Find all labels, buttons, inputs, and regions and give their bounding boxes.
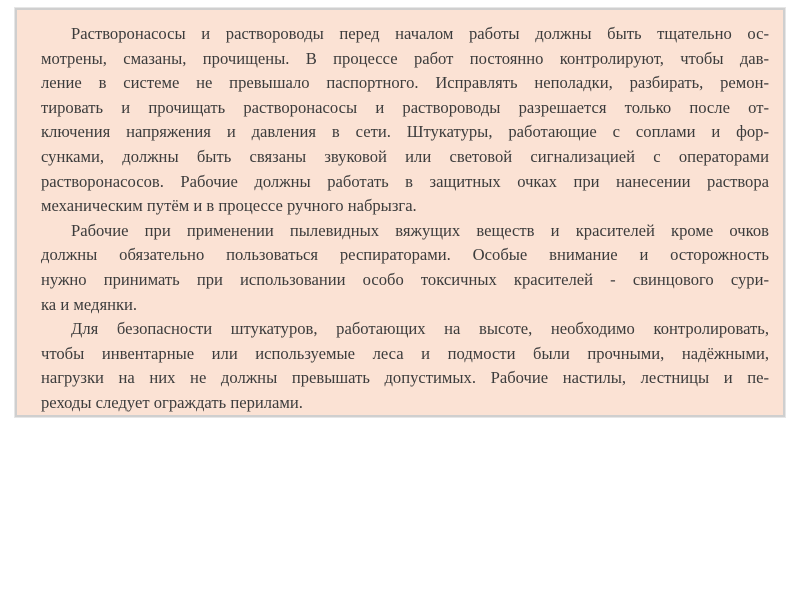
paragraph-line: Рабочие при применении пылевидных вяжущих веществ и красителей кроме очков	[71, 220, 769, 240]
paragraph-line: чтобы инвентарные или используемые леса и подмости были прочными, надёжными,	[41, 343, 769, 363]
paragraph-1	[41, 22, 769, 219]
paragraph-line: ключения напряжения и давления в сети. Штукатуры, работающие с соплами и фор-	[41, 122, 769, 142]
paragraph-line: должны обязательно пользоваться респираторами. Особые внимание и осторожность	[41, 245, 769, 265]
paragraph-line: механическим путём и в процессе ручного набрызга.	[41, 196, 417, 216]
paragraph-line: тировать и прочищать растворонасосы и растворoводы разрешается только после от-	[41, 97, 769, 117]
paragraph-line: Для безопасности штукатуров, работающих на высоте, необходимо контролировать,	[71, 319, 769, 339]
paragraph-line: реходы следует ограждать перилами.	[41, 392, 303, 412]
paragraph-line: ление в системе не превышало паспортного. Исправлять неполадки, разбирать, ремон-	[41, 73, 769, 93]
paragraph-2	[41, 219, 769, 317]
paragraph-line: ка и медянки.	[41, 294, 138, 314]
paragraph-line: растворонасосов. Рабочие должны работать в защитных очках при нанесении раствора	[41, 171, 769, 191]
paragraph-line: мотрены, смазаны, прочищены. В процессе работ постоянно контролируют, чтобы дав-	[41, 48, 769, 68]
paragraph-3	[41, 317, 769, 415]
text-box	[15, 8, 785, 417]
paragraph-line: сунками, должны быть связаны звуковой или световой сигнализацией с операторами	[41, 146, 769, 166]
paragraph-line: нагрузки на них не должны превышать допустимых. Рабочие настилы, лестницы и пе-	[41, 368, 769, 388]
paragraph-line: Растворонасосы и растворoводы перед началом работы должны быть тщательно ос-	[71, 24, 769, 43]
paragraph-line: нужно принимать при использовании особо токсичных красителей - свинцового сури-	[41, 269, 769, 289]
